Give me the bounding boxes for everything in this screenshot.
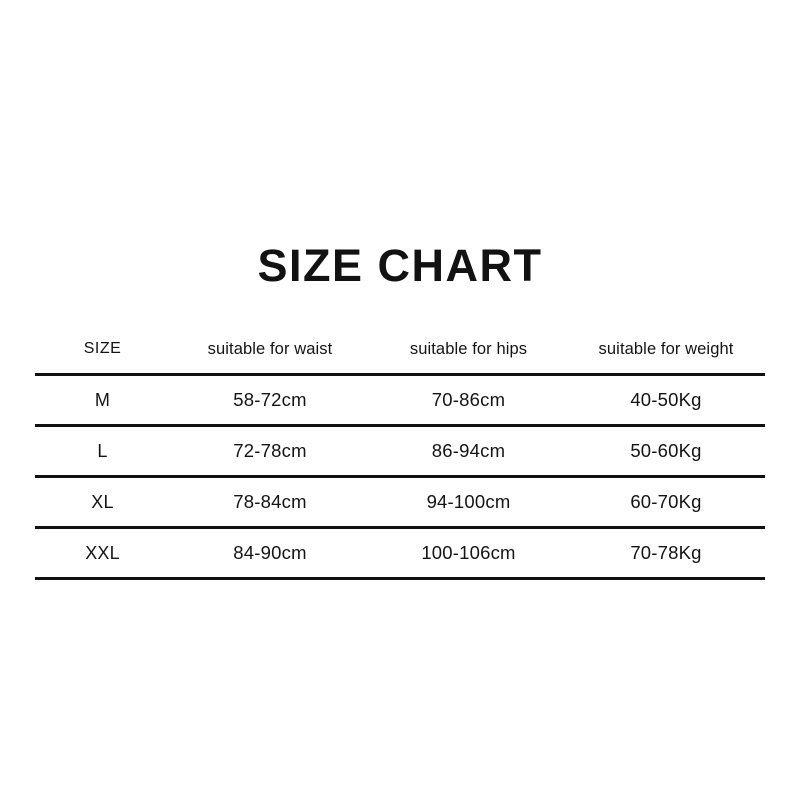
page-title: SIZE CHART bbox=[257, 240, 543, 291]
cell-size: XL bbox=[91, 491, 114, 512]
cell-hips: 94-100cm bbox=[426, 491, 511, 512]
cell-hips: 86-94cm bbox=[431, 440, 506, 461]
table-body bbox=[35, 375, 765, 579]
cell-waist: 58-72cm bbox=[233, 389, 307, 410]
cell-size: M bbox=[94, 389, 111, 410]
size-chart-table bbox=[35, 325, 765, 580]
table-header bbox=[35, 325, 765, 375]
column-header-weight: suitable for weight bbox=[598, 339, 734, 358]
cell-size: XXL bbox=[85, 542, 120, 563]
cell-weight: 50-60Kg bbox=[630, 440, 702, 461]
cell-waist: 72-78cm bbox=[233, 440, 307, 461]
column-header-size: SIZE bbox=[83, 340, 122, 357]
table-header-row bbox=[35, 325, 765, 375]
cell-hips: 70-86cm bbox=[431, 389, 506, 410]
cell-weight: 70-78Kg bbox=[630, 542, 702, 563]
table-row bbox=[35, 528, 765, 579]
table-row bbox=[35, 426, 765, 477]
cell-size: L bbox=[97, 440, 108, 461]
table-row bbox=[35, 375, 765, 426]
cell-weight: 60-70Kg bbox=[630, 491, 702, 512]
column-header-waist: suitable for waist bbox=[207, 339, 333, 358]
cell-waist: 84-90cm bbox=[233, 542, 307, 563]
column-header-hips: suitable for hips bbox=[409, 339, 528, 358]
cell-waist: 78-84cm bbox=[233, 491, 307, 512]
table-row bbox=[35, 477, 765, 528]
cell-weight: 40-50Kg bbox=[630, 389, 702, 410]
cell-hips: 100-106cm bbox=[421, 542, 516, 563]
